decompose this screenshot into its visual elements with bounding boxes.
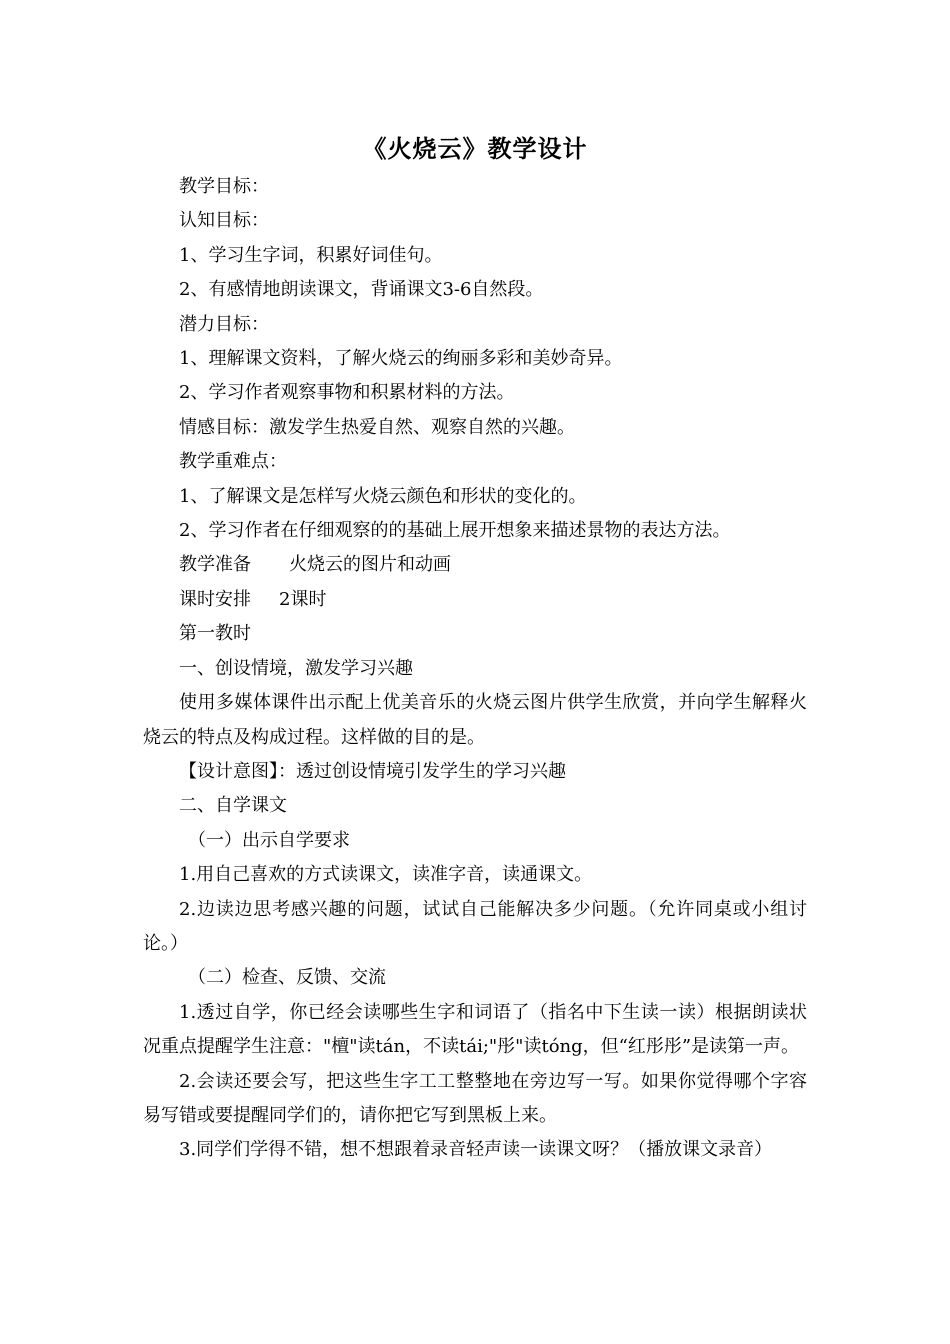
- paragraph: 一、创设情境，激发学习兴趣: [179, 657, 413, 679]
- paragraph: 2、学习作者观察事物和积累材料的方法。: [179, 382, 515, 404]
- paragraph: 1、学习生字词，积累好词佳句。: [179, 244, 443, 266]
- document-title: 《火烧云》教学设计: [362, 134, 588, 163]
- paragraph: 教学重难点：: [179, 451, 287, 473]
- paragraph: 2、学习作者在仔细观察的的基础上展开想象来描述景物的表达方法。: [179, 520, 731, 542]
- schedule-line: [143, 583, 807, 617]
- paragraph: （一）出示自学要求: [188, 829, 350, 851]
- teaching-prep-value: 火烧云的图片和动画: [289, 554, 451, 576]
- paragraph: 潜力目标：: [179, 313, 269, 335]
- paragraph: 二、自学课文: [179, 795, 287, 817]
- paragraph: 【设计意图】：透过创设情境引发学生的学习兴趣: [179, 760, 566, 782]
- paragraph: 教学目标：: [179, 176, 269, 197]
- paragraph: 第一教时: [179, 623, 251, 645]
- teaching-prep-line: [143, 548, 807, 582]
- paragraph: （二）检查、反馈、交流: [188, 967, 386, 989]
- paragraph: 1、理解课文资料，了解火烧云的绚丽多彩和美妙奇异。: [179, 348, 623, 370]
- paragraph: 1、了解课文是怎样写火烧云颜色和形状的变化的。: [179, 485, 587, 507]
- paragraph: 3.同学们学得不错，想不想跟着录音轻声读一读课文呀？（播放课文录音）: [179, 1139, 773, 1161]
- paragraph: 1.用自己喜欢的方式读课文，读准字音，读通课文。: [179, 864, 593, 886]
- paragraph: 情感目标：激发学生热爱自然、观察自然的兴趣。: [179, 416, 575, 438]
- document-body: [143, 170, 807, 1168]
- paragraph: 使用多媒体课件出示配上优美音乐的火烧云图片供学生欣赏，并向学生解释火烧云的特点及构成过程。这样做的目的是。: [143, 692, 807, 748]
- paragraph: 2、有感情地朗读课文，背诵课文3-6自然段。: [179, 279, 544, 301]
- schedule-value: 2课时: [279, 588, 327, 610]
- paragraph: 2.边读边思考感兴趣的问题，试试自己能解决多少问题。（允许同桌或小组讨论。）: [143, 898, 807, 954]
- paragraph: 1.透过自学，你已经会读哪些生字和词语了（指名中下生读一读）根据朗读状况重点提醒学生注意："檀"读tán，不读tái;"彤"读tóng，但“红彤彤”是读第一声。: [143, 1001, 807, 1058]
- schedule-label: 课时安排: [179, 588, 251, 610]
- paragraph: 认知目标：: [179, 210, 269, 232]
- teaching-prep-label: 教学准备: [179, 554, 251, 576]
- paragraph: 2.会读还要会写，把这些生字工工整整地在旁边写一写。如果你觉得哪个字容易写错或要提醒同学们的，请你把它写到黑板上来。: [143, 1070, 807, 1126]
